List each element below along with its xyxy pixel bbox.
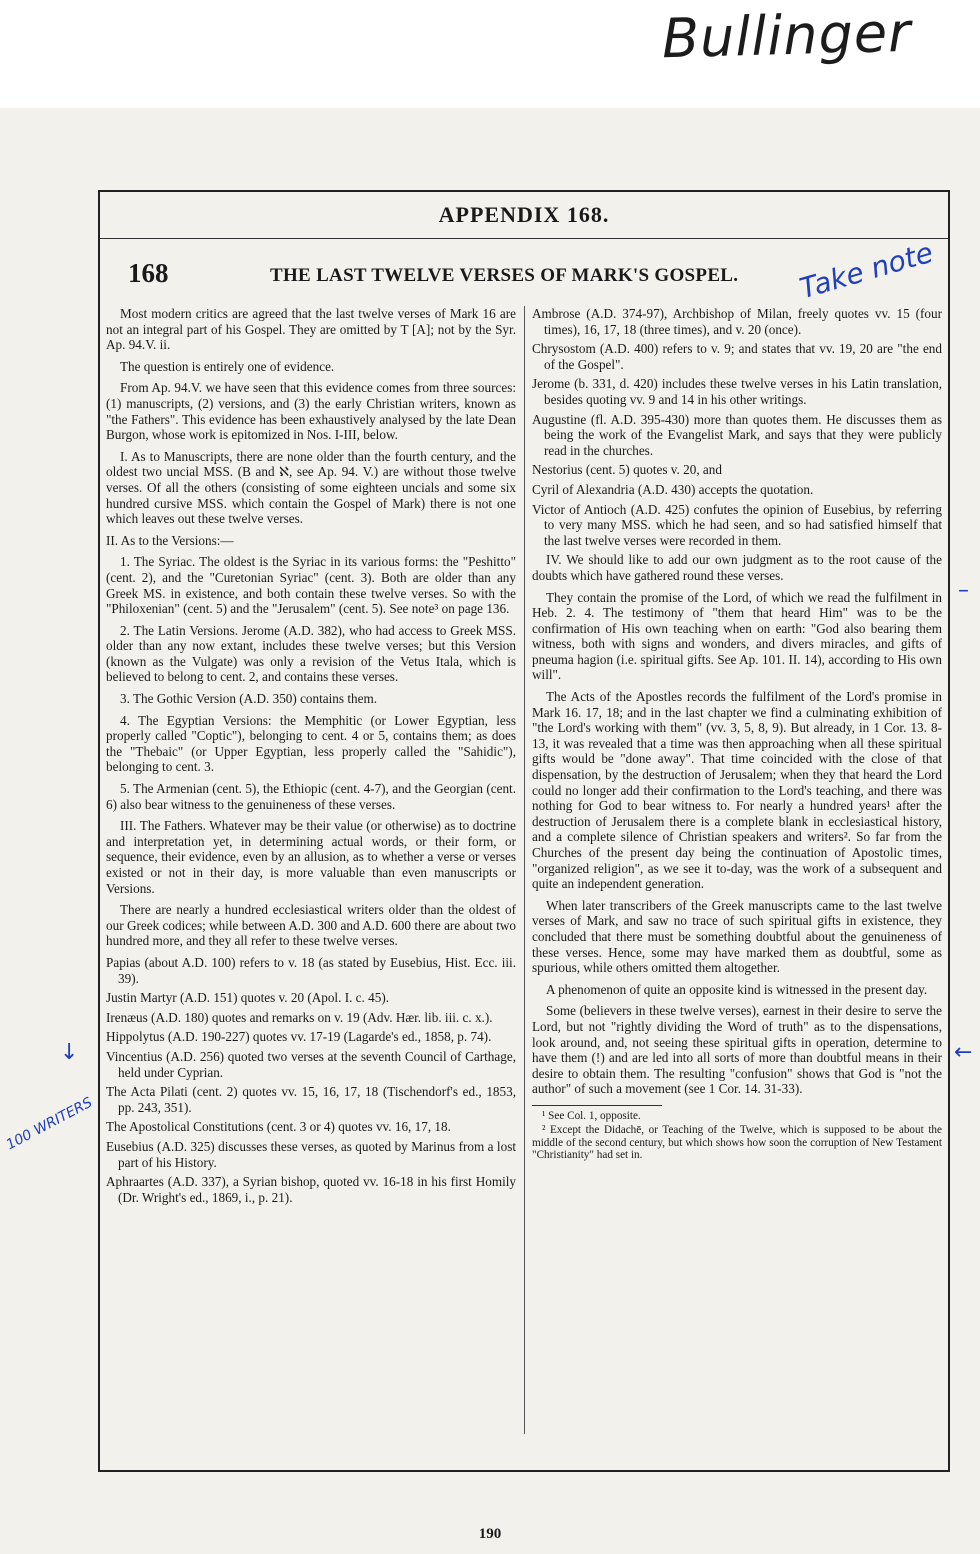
margin-annotation: 100 WRITERS [3, 1094, 96, 1154]
father-entry: Vincentius (A.D. 256) quoted two verses at the seventh Council of Carthage, held under Cyprian. [106, 1048, 516, 1080]
margin-dash-icon: – [958, 578, 969, 603]
left-column [106, 306, 516, 1440]
running-header [100, 192, 948, 239]
paragraph-believers: Some (believers in these twelve verses), earnest in their desire to serve the Lord, but not "rightly dividing the Word of truth" as to the dispensations, look around, and, not seeing these spiritual gifts in operation, determine to have them (!) and are led into all sorts of more than doubtful means in their desire to obtain them. The resulting "confusion" shows that God is "not the author" of such a movement (see 1 Cor. 14. 31-33). [532, 1003, 942, 1097]
father-entry: Papias (about A.D. 100) refers to v. 18 (as stated by Eusebius, Hist. Ecc. iii. 39). [106, 954, 516, 986]
paragraph-armenian: 5. The Armenian (cent. 5), the Ethiopic (cent. 4-7), and the Georgian (cent. 6) also bear witness to the genuineness of these verses. [106, 781, 516, 812]
father-entry: The Apostolical Constitutions (cent. 3 or 4) quotes vv. 16, 17, 18. [106, 1119, 451, 1135]
father-entry: Justin Martyr (A.D. 151) quotes v. 20 (Apol. I. c. 45). [106, 990, 390, 1006]
appendix-title: THE LAST TWELVE VERSES OF MARK'S GOSPEL. [270, 265, 739, 286]
father-entry: Irenæus (A.D. 180) quotes and remarks on v. 19 (Adv. Hær. lib. iii. c. x.). [106, 1009, 493, 1025]
header-text: APPENDIX 168. [438, 202, 610, 227]
father-entry: Cyril of Alexandria (A.D. 430) accepts the quotation. [532, 481, 814, 497]
father-entry: The Acta Pilati (cent. 2) quotes vv. 15, 16, 17, 18 (Tischendorf's ed., 1853, pp. 243, 351). [106, 1084, 516, 1115]
take-note-annotation: Take note [796, 235, 937, 306]
father-entry: Eusebius (A.D. 325) discusses these verses, as quoted by Marinus from a lost part of his History. [106, 1138, 516, 1170]
paragraph: The question is entirely one of evidence. [120, 358, 335, 374]
paragraph-latin: 2. The Latin Versions. Jerome (A.D. 382), who had access to Greek MSS. older than any now extant, includes these twelve verses; but this Version (known as the Vulgate) was only a revision of the Vetus Itala, which is believed to belong to cent. 2, and contains these verses. [106, 622, 516, 685]
margin-arrow-icon: ← [954, 1040, 973, 1065]
margin-arrow-icon: ↓ [60, 1040, 79, 1065]
footnote: ² Except the Didachē, or Teaching of the Twelve, which is supposed to be about the middle of the second century, but which shows how soon the corruption of New Testament "Christianity" had set in. [532, 1124, 942, 1162]
paragraph-gothic: 3. The Gothic Version (A.D. 350) contains them. [120, 691, 377, 707]
paragraph-versions-heading: II. As to the Versions:— [106, 532, 234, 548]
footnote-rule [532, 1105, 662, 1106]
father-entry: Chrysostom (A.D. 400) refers to v. 9; and states that vv. 19, 20 are "the end of the Gospel". [532, 341, 942, 372]
footnote: ¹ See Col. 1, opposite. [542, 1109, 641, 1122]
father-entry: Jerome (b. 331, d. 420) includes these twelve verses in his Latin translation, besides quoting vv. 9 and 14 in his other writings. [532, 376, 942, 407]
father-entry: Aphraartes (A.D. 337), a Syrian bishop, quoted vv. 16-18 in his first Homily (Dr. Wright's ed., 1869, i., p. 21). [106, 1174, 516, 1205]
paragraph-manuscripts: I. As to Manuscripts, there are none older than the fourth century, and the oldest two uncial MSS. (B and ℵ, see Ap. 94. V.) are without those twelve verses. Of all the others (consisting of some eighteen uncials and some six hundred cursive MSS. which contain the Gospel of Mark) there is not one which leaves out these twelve verses. [106, 448, 516, 527]
father-entry: Victor of Antioch (A.D. 425) confutes the opinion of Eusebius, by referring to very many MSS. which he had seen, and so had satisfied himself that the last twelve verses were recorded in them. [532, 501, 942, 548]
father-entry: Nestorius (cent. 5) quotes v. 20, and [532, 462, 722, 478]
paragraph-hundred-writers: There are nearly a hundred ecclesiastical writers older than the oldest of our Greek codices; while between A.D. 300 and A.D. 600 there are about two hundred more, and they all refer to these twelve verses. [106, 902, 516, 949]
paragraph-transcribers: When later transcribers of the Greek manuscripts came to the last twelve verses of Mark, and saw no trace of such spiritual gifts in existence, they concluded that there must be something doubtful about the genuineness of these verses. Hence, some may have marked them as doubtful, some as spurious, while others omitted them altogether. [532, 897, 942, 976]
paragraph: Most modern critics are agreed that the last twelve verses of Mark 16 are not an integral part of his Gospel. They are omitted by T [A]; not by the Syr. Ap. 94.V. ii. [106, 306, 516, 353]
paragraph-phenomenon: A phenomenon of quite an opposite kind is witnessed in the present day. [546, 981, 928, 997]
father-entry: Hippolytus (A.D. 190-227) quotes vv. 17-19 (Lagarde's ed., 1858, p. 74). [106, 1029, 492, 1045]
column-divider [524, 306, 525, 1434]
paragraph-fathers: III. The Fathers. Whatever may be their value (or otherwise) as to doctrine and interpretation yet, in determining actual words, or their form, or sequence, their evidence, even by an allusion, as to whether a verse or verses existed or not in their day, is more valuable than even manuscripts or Versions. [106, 818, 516, 896]
page-frame [98, 190, 950, 1472]
paragraph: From Ap. 94.V. we have seen that this evidence comes from three sources: (1) manuscripts, (2) versions, and (3) the early Christian writers, known as "the Fathers". This evidence has been exhaustively analysed by the late Dean Burgon, whose work is epitomized in Nos. I-III, below. [106, 380, 516, 443]
appendix-number: 168 [128, 258, 169, 288]
paragraph-acts: The Acts of the Apostles records the fulfilment of the Lord's promise in Mark 16. 17, 18; and in the last chapter we find a culminating exhibition of "the Lord's working with them" (vv. 3, 5, 8, 9). But already, in 1 Cor. 13. 8-13, it was revealed that a time was then approaching when all these spiritual gifts would be "done away". That time coincided with the close of that dispensation, by the destruction of Jerusalem; when they that heard the Lord could no longer add their confirmation to the Lord's teaching, and there was nothing for God to bear witness to. For nearly a hundred years¹ after the destruction of Jerusalem there is a complete blank in ecclesiastical history, and a complete silence of Christian speakers and writers². So far from the Churches of the present day being the continuation of Apostolic times, "organized religion", as we see it to-day, was the work of a subsequent and quite an independent generation. [532, 689, 942, 892]
paragraph-promise: They contain the promise of the Lord, of which we read the fulfilment in Heb. 2. 4. The testimony of "them that heard Him" was to be the confirmation of His own teaching when on earth: "God also bearing them witness, both with signs and wonders, and divers miracles, and gifts of pneuma hagion (i.e. spiritual gifts. See Ap. 101. II. 14), according to His own will". [532, 589, 942, 683]
paragraph-judgment: IV. We should like to add our own judgment as to the root cause of the doubts which have gathered round these verses. [532, 552, 942, 583]
father-entry: Ambrose (A.D. 374-97), Archbishop of Milan, freely quotes vv. 15 (four times), 16, 17, 18 (three times), and v. 20 (once). [532, 306, 942, 337]
paragraph-syriac: 1. The Syriac. The oldest is the Syriac in its various forms: the "Peshitto" (cent. 2), and the "Curetonian Syriac" (cent. 3). Both are older than any Greek MS. in existence, and both contain these twelve verses. So with the "Philoxenian" (cent. 5) and the "Jerusalem" (cent. 5). See note³ on page 136. [106, 554, 516, 617]
paragraph-egyptian: 4. The Egyptian Versions: the Memphitic (or Lower Egyptian, less properly called "Coptic"), belonging to cent. 4 or 5, contains them; as does the "Thebaic" (or Upper Egyptian, less properly called the "Sahidic"), belonging to cent. 3. [106, 712, 516, 775]
page-number: 190 [478, 1526, 502, 1542]
father-entry: Augustine (fl. A.D. 395-430) more than quotes them. He discusses them as being the work of the Evangelist Mark, and says that they were publicly read in the churches. [532, 411, 942, 458]
right-column [532, 306, 942, 1440]
handwritten-name: Bullinger [661, 0, 913, 71]
scan-top-strip [0, 0, 980, 109]
